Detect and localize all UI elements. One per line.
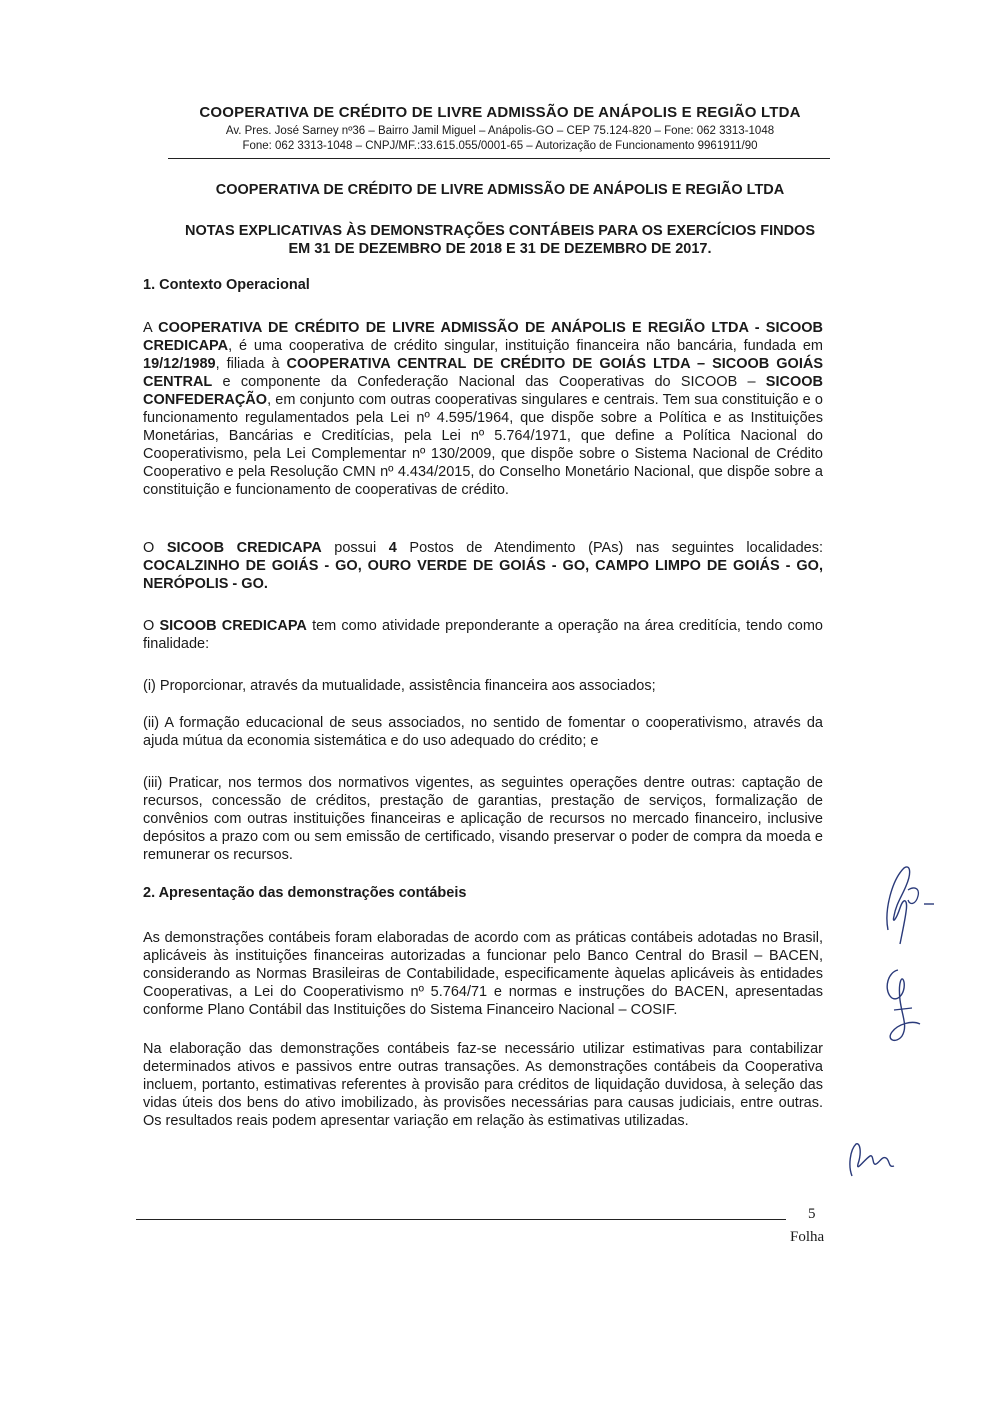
signature-initials-2: [868, 960, 938, 1050]
notes-title-line2: EM 31 DE DEZEMBRO DE 2018 E 31 DE DEZEMBRO DE 2017.: [288, 241, 712, 257]
text-run: , é uma cooperativa de crédito singular, instituição financeira não bancária, fundada em: [228, 338, 823, 354]
text-run: , filiada à: [215, 356, 287, 372]
text-run: A: [143, 320, 159, 336]
notes-title-line1: NOTAS EXPLICATIVAS ÀS DEMONSTRAÇÕES CONTÁBEIS PARA OS EXERCÍCIOS FINDOS: [185, 223, 815, 239]
signature-initials-3: [842, 1136, 902, 1186]
bold-text-run: COCALZINHO DE GOIÁS - GO, OURO VERDE DE GOIÁS - GO, CAMPO LIMPO DE GOIÁS - GO, NERÓPOLIS - GO.: [143, 558, 823, 592]
section1-paragraph-3: [143, 617, 823, 653]
page-number: 5: [808, 1206, 816, 1222]
notes-title: [130, 222, 870, 258]
page-label: Folha: [790, 1229, 825, 1245]
section1-paragraph-2: [143, 539, 823, 593]
text-run: , em conjunto com outras cooperativas singulares e centrais. Tem sua constituição e o funcionamento regulamentados pela Lei nº 4.595/1964, que dispõe sobre a Política e as Instituições Monetárias, Bancárias e Creditícias, pela Lei nº 5.764/1971, que define a Política Nacional do Cooperativismo, pela Lei Complementar nº 130/2009, que dispõe sobre o Sistema Nacional de Crédito Cooperativo e pela Resolução CMN nº 4.434/2015, do Conselho Monetário Nacional, que dispõe sobre a constituição e funcionamento de cooperativas de crédito.: [143, 392, 823, 498]
section1-paragraph-1: [143, 319, 823, 499]
text-run: Postos de Atendimento (PAs) nas seguintes localidades:: [396, 540, 823, 556]
text-run: e componente da Confederação Nacional das Cooperativas do SICOOB –: [212, 374, 766, 390]
list-item-2: (ii) A formação educacional de seus associados, no sentido de fomentar o cooperativismo, através da ajuda mútua da economia sistemática e do uso adequado do crédito; e: [143, 715, 823, 749]
section2-paragraph-2: Na elaboração das demonstrações contábeis faz-se necessário utilizar estimativas para contabilizar determinados ativos e passivos entre outras transações. As demonstrações contábeis da Cooperativa incluem, portanto, estimativas referentes à provisão para créditos de liquidação duvidosa, à seleção das vidas úteis dos bens do ativo imobilizado, às provisões necessárias para causas judiciais, entre outras. Os resultados reais podem apresentar variação em relação às estimativas utilizadas.: [143, 1041, 823, 1129]
text-run: O: [143, 618, 160, 634]
text-run: tem como atividade preponderante a operação na área creditícia, tendo como finalidade:: [143, 618, 824, 652]
bold-text-run: COOPERATIVA CENTRAL DE CRÉDITO DE GOIÁS LTDA – SICOOB GOIÁS CENTRAL: [143, 356, 823, 390]
letterhead-title: COOPERATIVA DE CRÉDITO DE LIVRE ADMISSÃO DE ANÁPOLIS E REGIÃO LTDA: [199, 104, 801, 121]
list-item-3: (iii) Praticar, nos termos dos normativos vigentes, as seguintes operações dentre outras: captação de recursos, concessão de créditos, prestação de garantias, prestação de serviços, formalização de convênios com outras instituições financeiras e aplicação de recursos no mercado financeiro, inclusive depósitos a prazo com ou sem emissão de certificado, visando preservar o poder de compra da moeda e remunerar os recursos.: [143, 775, 823, 863]
section2-heading: 2. Apresentação das demonstrações contábeis: [143, 885, 467, 901]
list-item-1: (i) Proporcionar, através da mutualidade, assistência financeira aos associados;: [143, 678, 656, 694]
letterhead-address: Av. Pres. José Sarney nº36 – Bairro Jamil Miguel – Anápolis-GO – CEP 75.124-820 – Fone: 062 3313-1048: [225, 125, 775, 137]
bold-text-run: 19/12/1989: [143, 356, 216, 372]
signature-initials-1: [866, 860, 946, 950]
footer-divider: [136, 1219, 786, 1220]
text-run: possui: [321, 540, 389, 556]
bold-text-run: SICOOB CREDICAPA: [166, 540, 322, 556]
text-run: O: [143, 540, 167, 556]
letterhead-divider: [168, 158, 830, 159]
section1-heading: 1. Contexto Operacional: [143, 277, 310, 293]
bold-text-run: 4: [388, 540, 397, 556]
bold-text-run: SICOOB CONFEDERAÇÃO: [143, 374, 823, 408]
section2-paragraph-1: As demonstrações contábeis foram elaboradas de acordo com as práticas contábeis adotadas no Brasil, aplicáveis às instituições financeiras autorizadas a funcionar pelo Banco Central do Brasil – BACEN, considerando as Normas Brasileiras de Contabilidade, especificamente àquelas aplicáveis às entidades Cooperativas, a Lei do Cooperativismo nº 5.764/71 e normas e instruções do BACEN, apresentadas conforme Plano Contábil das Instituições do Sistema Financeiro Nacional – COSIF.: [143, 930, 823, 1018]
document-title: COOPERATIVA DE CRÉDITO DE LIVRE ADMISSÃO DE ANÁPOLIS E REGIÃO LTDA: [215, 182, 785, 198]
bold-text-run: COOPERATIVA DE CRÉDITO DE LIVRE ADMISSÃO DE ANÁPOLIS E REGIÃO LTDA - SICOOB CREDICAPA: [143, 320, 823, 354]
bold-text-run: SICOOB CREDICAPA: [159, 618, 307, 634]
letterhead-contact: Fone: 062 3313-1048 – CNPJ/MF.:33.615.055/0001-65 – Autorização de Funcionamento 9961911/90: [242, 140, 758, 152]
